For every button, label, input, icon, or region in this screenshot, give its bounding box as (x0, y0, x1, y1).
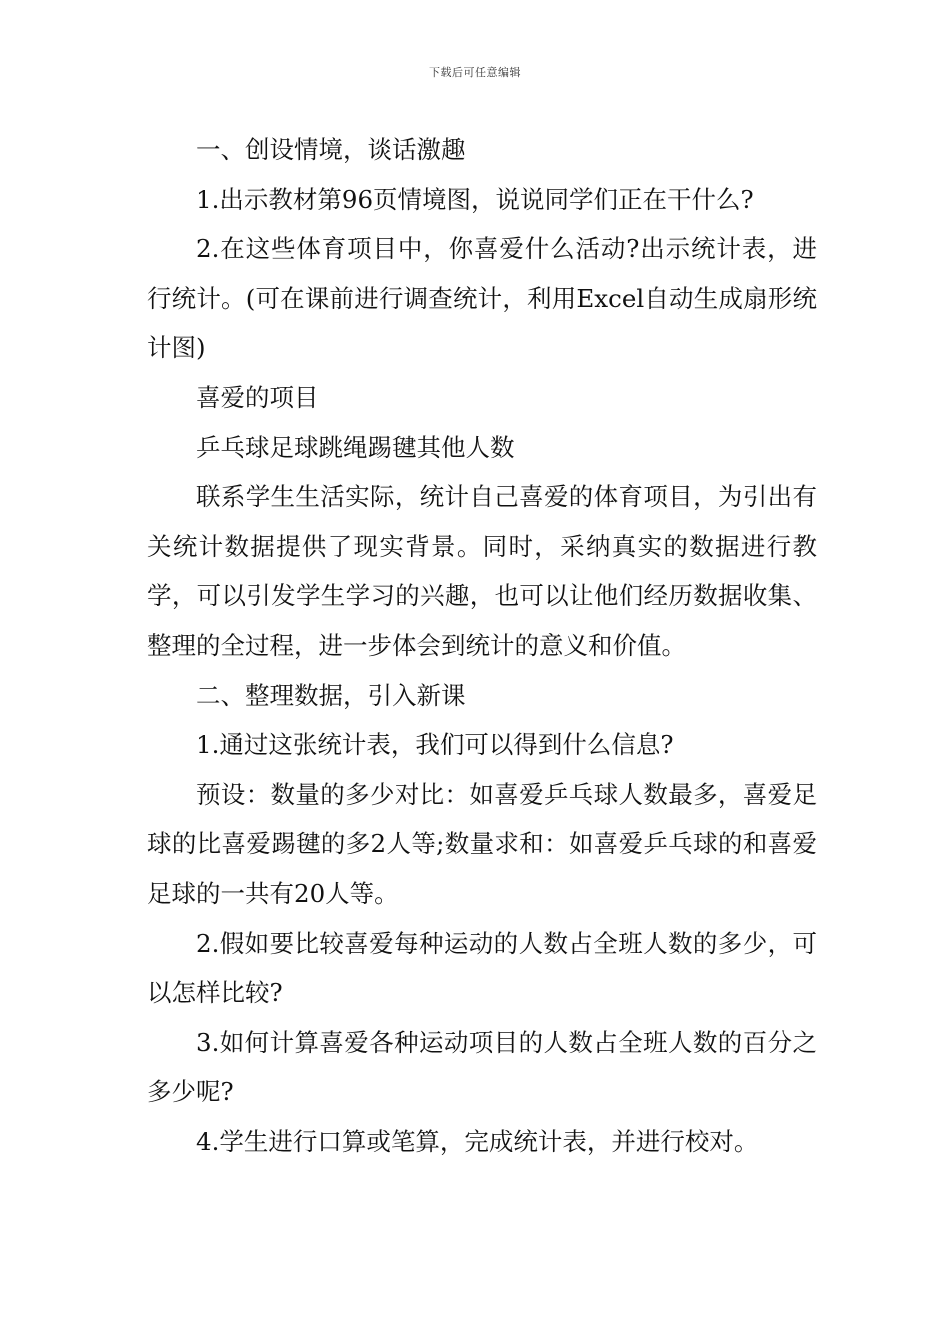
paragraph-preset: 预设：数量的多少对比：如喜爱乒乓球人数最多，喜爱足球的比喜爱踢毽的多2人等;数量求和：如喜爱乒乓球的和喜爱足球的一共有20人等。 (147, 779, 817, 908)
section-heading-1: 一、创设情境，谈话激趣 (196, 135, 466, 164)
paragraph-question-2: 2.假如要比较喜爱每种运动的人数占全班人数的多少，可以怎样比较? (147, 928, 817, 1008)
paragraph-step-2: 2.在这些体育项目中，你喜爱什么活动?出示统计表，进行统计。(可在课前进行调查统计，利用Excel自动生成扇形统计图) (147, 234, 817, 363)
paragraph-question-1: 1.通过这张统计表，我们可以得到什么信息? (196, 730, 674, 760)
section-heading-2: 二、整理数据，引入新课 (196, 680, 466, 710)
table-title: 喜爱的项目 (196, 382, 319, 412)
document-body (147, 125, 817, 1166)
paragraph-rationale: 联系学生生活实际，统计自己喜爱的体育项目，为引出有关统计数据提供了现实背景。同时，采纳真实的数据进行教学，可以引发学生学习的兴趣，也可以让他们经历数据收集、整理的全过程，进一步体会到统计的意义和价值。 (147, 482, 817, 660)
paragraph-step-1: 1.出示教材第96页情境图，说说同学们正在干什么? (196, 184, 754, 214)
paragraph-step-4: 4.学生进行口算或笔算，完成统计表，并进行校对。 (196, 1126, 759, 1156)
page-header: 下载后可任意编辑 (429, 66, 521, 79)
paragraph-question-3: 3.如何计算喜爱各种运动项目的人数占全班人数的百分之多少呢? (147, 1027, 817, 1107)
table-header-row: 乒乓球足球跳绳踢毽其他人数 (196, 432, 515, 462)
